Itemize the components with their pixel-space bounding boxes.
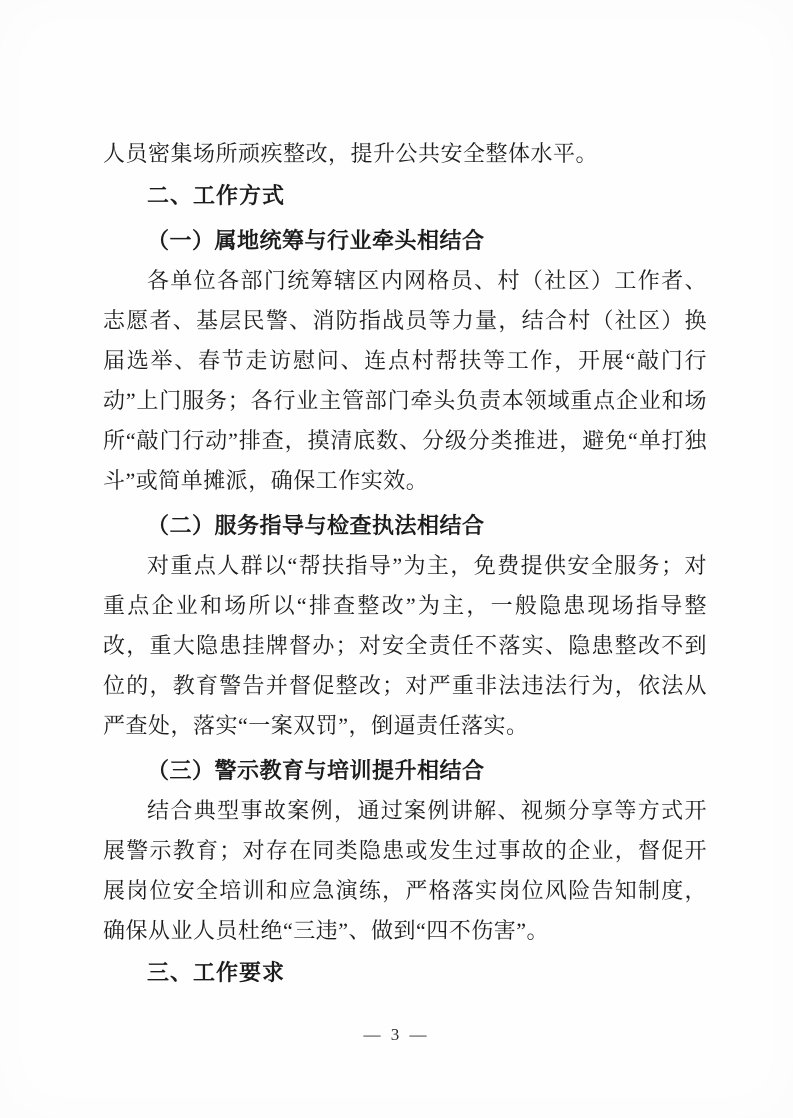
sub-section-heading: （二）服务指导与检查执法相结合 — [147, 513, 485, 538]
continued-paragraph: 人员密集场所顽疾整改，提升公共安全整体水平。 — [103, 141, 599, 166]
sub-section-heading: （一）属地统筹与行业牵头相结合 — [147, 228, 485, 253]
body-paragraph: 结合典型事故案例，通过案例讲解、视频分享等方式开展警示教育；对存在同类隐患或发生过事故的企业，督促开展岗位安全培训和应急演练，严格落实岗位风险告知制度，确保从业人员杜绝“三违”、做到“四不伤害”。 — [103, 798, 707, 943]
body-paragraph: 对重点人群以“帮扶指导”为主，免费提供安全服务；对重点企业和场所以“排查整改”为主，一般隐患现场指导整改，重大隐患挂牌督办；对安全责任不落实、隐患整改不到位的，教育警告并督促整改；对严重非法违法行为，依法从严查处，落实“一案双罚”，倒逼责任落实。 — [103, 553, 707, 738]
section-heading: 三、工作要求 — [147, 960, 286, 985]
document-body — [103, 134, 707, 993]
sub-section-heading: （三）警示教育与培训提升相结合 — [147, 758, 485, 783]
section-heading: 二、工作方式 — [147, 183, 286, 208]
page-number: — 3 — — [363, 1025, 430, 1044]
body-paragraph: 各单位各部门统筹辖区内网格员、村（社区）工作者、志愿者、基层民警、消防指战员等力量，结合村（社区）换届选举、春节走访慰问、连点村帮扶等工作，开展“敲门行动”上门服务；各行业主管部门牵头负责本领域重点企业和场所“敲门行动”排查，摸清底数、分级分类推进，避免“单打独斗”或简单摊派，确保工作实效。 — [103, 268, 707, 493]
